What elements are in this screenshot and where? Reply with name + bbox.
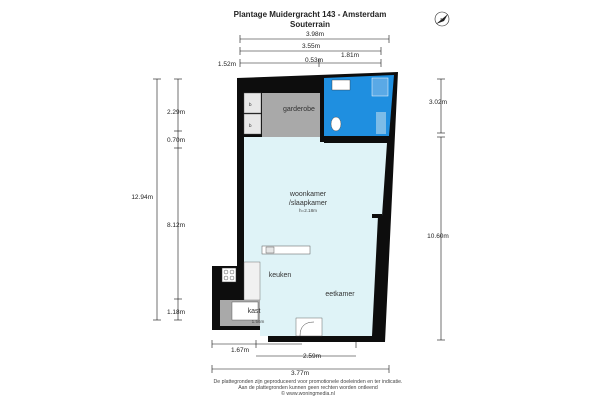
footer-disclaimer: De plattegronden zijn geproduceerd voor promotionele doeleinden en ter indicatie. [213,379,403,385]
dim-right-main: 10.60m [427,233,449,240]
plan-title: Plantage Muidergracht 143 - Amsterdam [233,10,387,19]
living-floor [244,143,387,336]
north-arrow-icon [435,12,449,26]
right-dimensions [427,79,449,340]
footer-rights: Aan de plattegronden kunnen geen rechten worden ontleend [238,385,378,391]
dim-left-gap: 0.70m [166,137,186,144]
dim-left-mid: 8.12m [166,222,186,229]
dim-top-left: 1.52m [217,61,236,68]
room-eetkamer: eetkamer [325,291,355,298]
dim-bottom-mid: 2.59m [302,353,322,360]
sink-icon [266,247,274,253]
toilet-icon [331,117,341,131]
dim-bottom-overall: 3.77m [290,370,310,377]
bath-wall [320,92,324,142]
closet-lower [244,114,261,134]
room-keuken: keuken [268,272,292,279]
kitchen-unit [244,262,260,300]
footer-copyright: © www.woningmedia.nl [281,391,335,397]
dim-left-overall: 12.94m [131,194,153,201]
interior-wall-right [372,214,382,218]
closet-lower-label: b [249,123,252,128]
room-woonkamer: woonkamer [289,191,327,198]
dim-right-top: 3.02m [428,99,448,106]
bottom-dimensions [212,340,389,377]
room-height-note: h=2.18m [298,208,318,213]
dim-top-right: 1.81m [340,52,360,59]
dim-top-mid: 0.53m [304,57,324,64]
bath-vanity [332,80,350,90]
room-slaapkamer: /slaapkamer [288,200,328,207]
closet-upper-label: b [249,102,252,107]
compass-label: N [440,17,444,22]
top-dimensions [218,31,389,68]
garderobe-floor [262,93,320,137]
room-garderobe: garderobe [283,106,315,113]
dim-left-bottom: 1.18m [166,309,186,316]
closet-upper [244,93,261,113]
bath-shelf [376,112,386,134]
room-kast: kast [247,308,261,315]
dim-kast: 1.56m [251,319,265,324]
plan-subtitle: Souterrain [289,20,331,29]
shower-tray [372,78,388,96]
dim-top-inner: 3.55m [301,43,321,50]
garderobe-gap [244,137,324,143]
dim-bottom-left: 1.67m [230,347,250,354]
dim-left-top: 2.29m [166,109,186,116]
dim-top-overall: 3.98m [305,31,325,38]
stove-icon [222,268,236,282]
left-dimensions [131,79,185,320]
